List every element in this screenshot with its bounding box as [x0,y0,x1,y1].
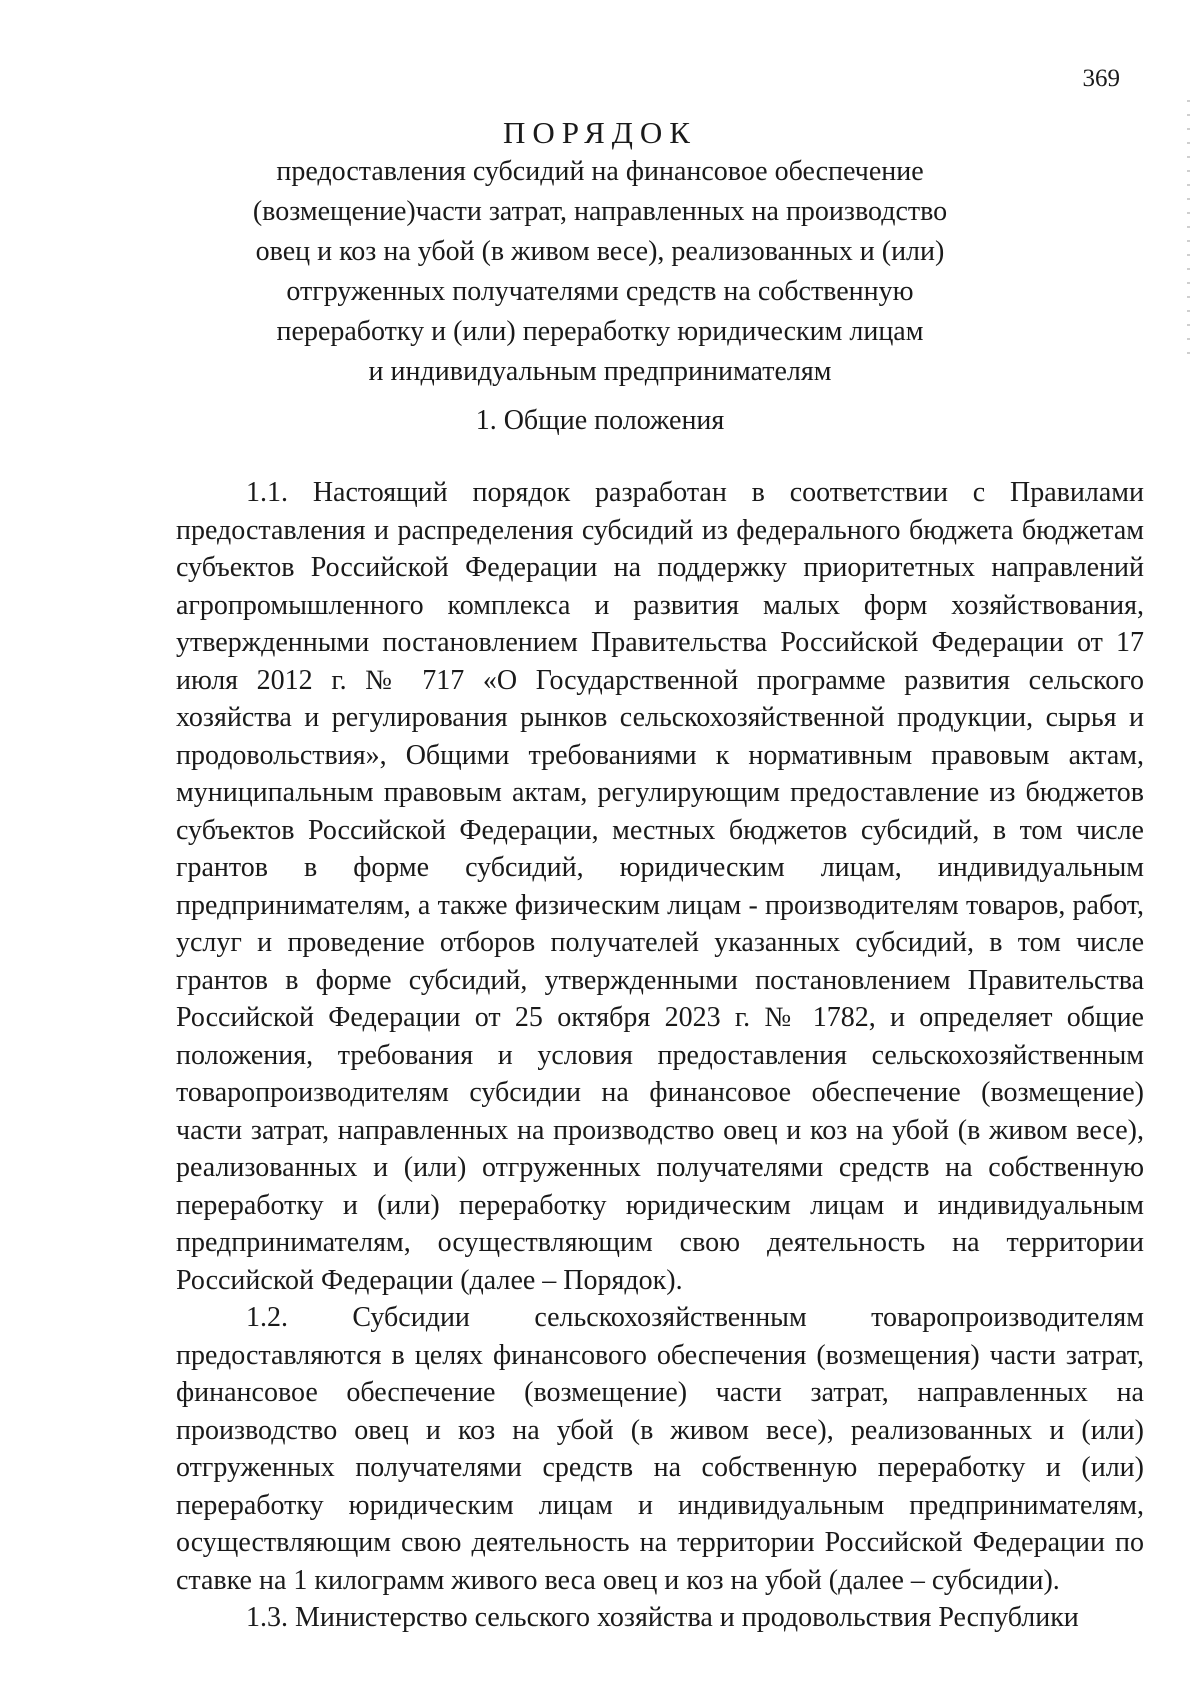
document-subtitle [160,152,1040,392]
subtitle-line: отгруженных получателями средств на собственную [286,276,914,307]
paragraph-1-1: 1.1. Настоящий порядок разработан в соответствии с Правилами предоставления и распределения субсидий из федерального бюджета бюджетам субъектов Российской Федерации на поддержку приоритетных направлений агропромышленного комплекса и развития малых форм хозяйствования, утвержденными постановлением Правительства Российской Федерации от 17 июля 2012 г. № 717 «О Государственной программе развития сельского хозяйства и регулирования рынков сельскохозяйственной продукции, сырья и продовольствия», Общими требованиями к нормативным правовым актам, муниципальным правовым актам, регулирующим предоставление из бюджетов субъектов Российской Федерации, местных бюджетов субсидий, в том числе грантов в форме субсидий, юридическим лицам, индивидуальным предпринимателям, а также физическим лицам - производителям товаров, работ, услуг и проведение отборов получателей указанных субсидий, в том числе грантов в форме субсидий, утвержденными постановлением Правительства Российской Федерации от 25 октября 2023 г. № 1782, и определяет общие положения, требования и условия предоставления сельскохозяйственным товаропроизводителям субсидии на финансовое обеспечение (возмещение) части затрат, направленных на производство овец и коз на убой (в живом весе), реализованных и (или) отгруженных получателями средств на собственную переработку и (или) переработку юридическим лицам и индивидуальным предпринимателям, осуществляющим свою деятельность на территории Российской Федерации (далее – Порядок). [176,477,1144,1296]
paragraph-1-3: 1.3. Министерство сельского хозяйства и продовольствия Республики [246,1602,1079,1633]
body-text [176,474,1144,1637]
paragraph-1-2: 1.2. Субсидии сельскохозяйственным товаропроизводителям предоставляются в целях финансового обеспечения (возмещения) части затрат, финансовое обеспечение (возмещение) части затрат, направленных на производство овец и коз на убой (в живом весе), реализованных и (или) отгруженных получателями средств на собственную переработку и (или) переработку юридическим лицам и индивидуальным предпринимателям, осуществляющим свою деятельность на территории Российской Федерации по ставке на 1 килограмм живого веса овец и коз на убой (далее – субсидии). [176,1302,1144,1596]
document-title: ПОРЯДОК [503,115,697,150]
subtitle-line: овец и коз на убой (в живом весе), реализованных и (или) [255,236,945,267]
subtitle-line: (возмещение)части затрат, направленных на производство [252,196,948,227]
subtitle-line: переработку и (или) переработку юридическим лицам [276,316,924,347]
subtitle-line: предоставления субсидий на финансовое обеспечение [276,156,924,187]
page-number: 369 [1082,65,1120,92]
subtitle-line: и индивидуальным предпринимателям [368,356,832,387]
section-heading: 1. Общие положения [475,405,725,436]
